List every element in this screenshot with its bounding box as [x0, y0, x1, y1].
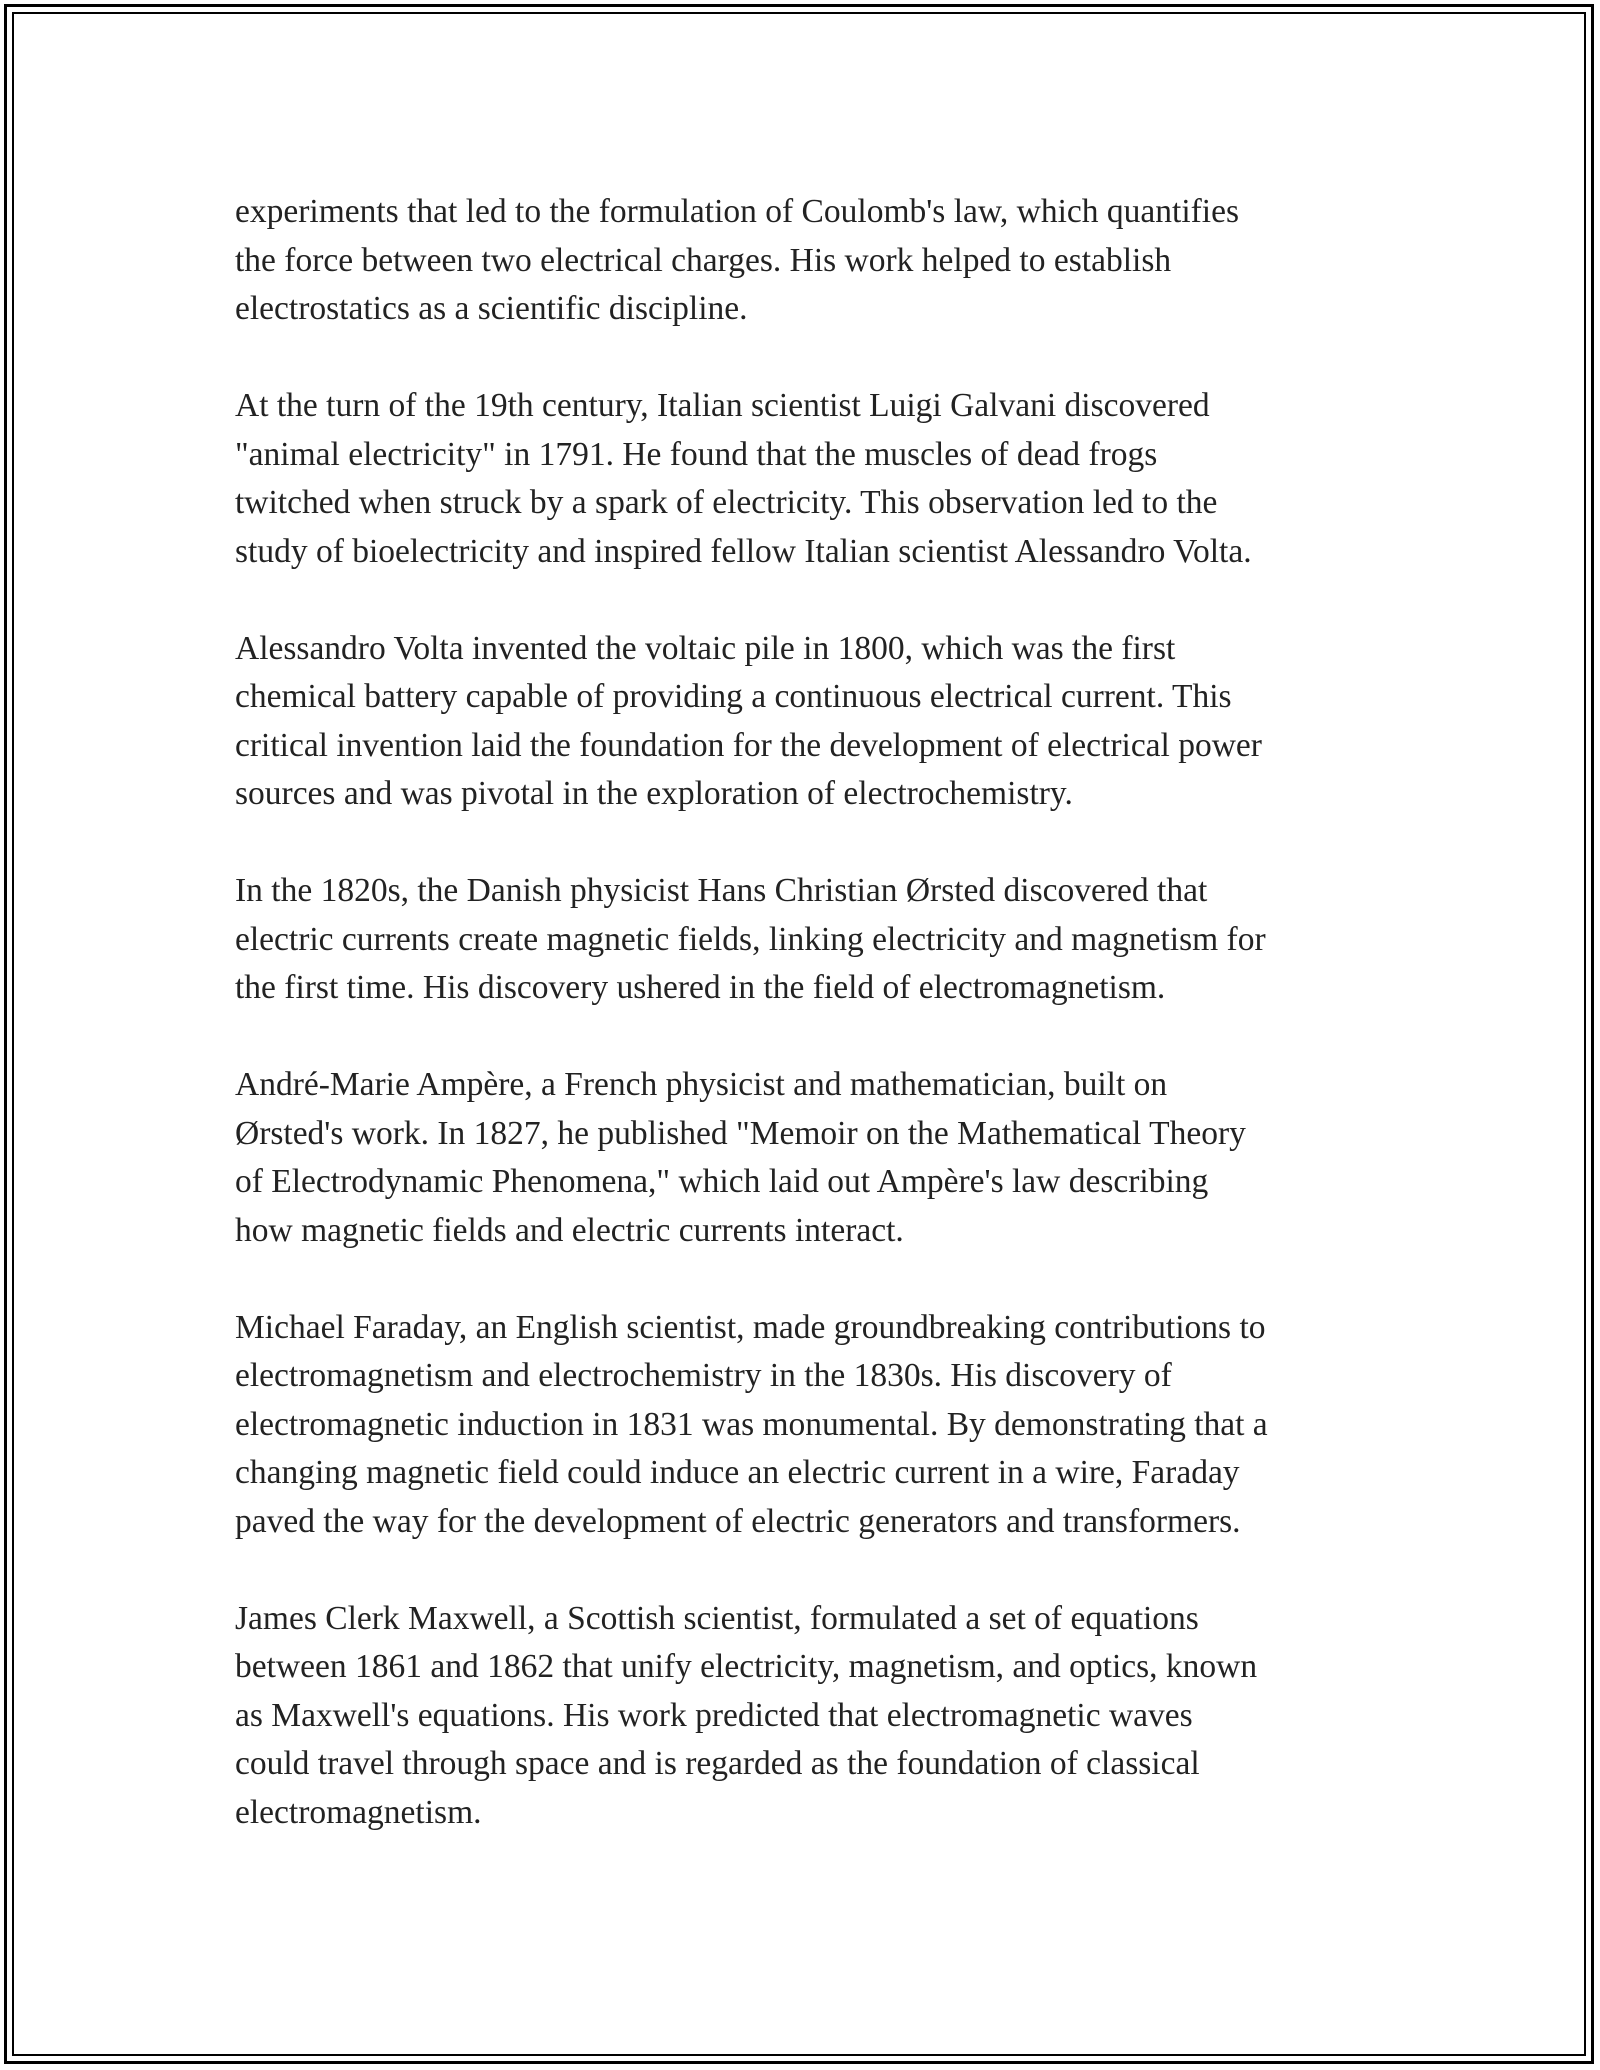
text-line: Ørsted's work. In 1827, he published "Memoir on the Mathematical Theory — [235, 1114, 1246, 1152]
text-line: experiments that led to the formulation of Coulomb's law, which quantifies — [235, 193, 1240, 230]
text-line: chemical battery capable of providing a continuous electrical current. This — [235, 678, 1232, 715]
text-line: critical invention laid the foundation for the development of electrical power — [235, 726, 1262, 764]
text-line: sources and was pivotal in the exploration of electrochemistry. — [235, 775, 1073, 812]
text-line: In the 1820s, the Danish physicist Hans Christian Ørsted discovered that — [235, 872, 1208, 909]
text-line: as Maxwell's equations. His work predicted that electromagnetic waves — [235, 1696, 1193, 1734]
text-line: André-Marie Ampère, a French physicist and mathematician, built on — [235, 1066, 1168, 1103]
text-line: Michael Faraday, an English scientist, made groundbreaking contributions to — [235, 1308, 1266, 1346]
text-line: electromagnetism. — [235, 1793, 482, 1831]
paragraph-ampere — [235, 1061, 1385, 1255]
text-line: study of bioelectricity and inspired fellow Italian scientist Alessandro Volta. — [235, 532, 1252, 570]
text-line: twitched when struck by a spark of electricity. This observation led to the — [235, 484, 1218, 521]
text-line: of Electrodynamic Phenomena," which laid out Ampère's law describing — [235, 1163, 1209, 1200]
paragraph-coulomb — [235, 188, 1385, 334]
text-line: the force between two electrical charges. His work helped to establish — [235, 241, 1172, 279]
paragraph-galvani — [235, 382, 1385, 576]
text-line: At the turn of the 19th century, Italian scientist Luigi Galvani discovered — [235, 387, 1210, 424]
text-line: Alessandro Volta invented the voltaic pile in 1800, which was the first — [235, 629, 1176, 667]
paragraph-orsted — [235, 867, 1385, 1013]
text-line: "animal electricity" in 1791. He found that the muscles of dead frogs — [235, 435, 1158, 473]
text-line: could travel through space and is regarded as the foundation of classical — [235, 1745, 1200, 1782]
paragraph-faraday — [235, 1304, 1385, 1547]
text-line: between 1861 and 1862 that unify electricity, magnetism, and optics, known — [235, 1648, 1258, 1685]
text-line: electromagnetism and electrochemistry in the 1830s. His discovery of — [235, 1357, 1172, 1394]
paragraph-maxwell — [235, 1595, 1385, 1838]
text-line: how magnetic fields and electric currents interact. — [235, 1211, 904, 1249]
text-line: changing magnetic field could induce an electric current in a wire, Faraday — [235, 1454, 1240, 1491]
paragraph-volta — [235, 625, 1385, 819]
text-line: the first time. His discovery ushered in the field of electromagnetism. — [235, 969, 1166, 1006]
document-body — [235, 188, 1385, 1837]
text-line: electromagnetic induction in 1831 was monumental. By demonstrating that a — [235, 1405, 1268, 1443]
text-line: electric currents create magnetic fields, linking electricity and magnetism for — [235, 920, 1266, 958]
text-line: electrostatics as a scientific discipline. — [235, 290, 748, 327]
text-line: James Clerk Maxwell, a Scottish scientist, formulated a set of equations — [235, 1599, 1199, 1637]
text-line: paved the way for the development of electric generators and transformers. — [235, 1502, 1241, 1540]
